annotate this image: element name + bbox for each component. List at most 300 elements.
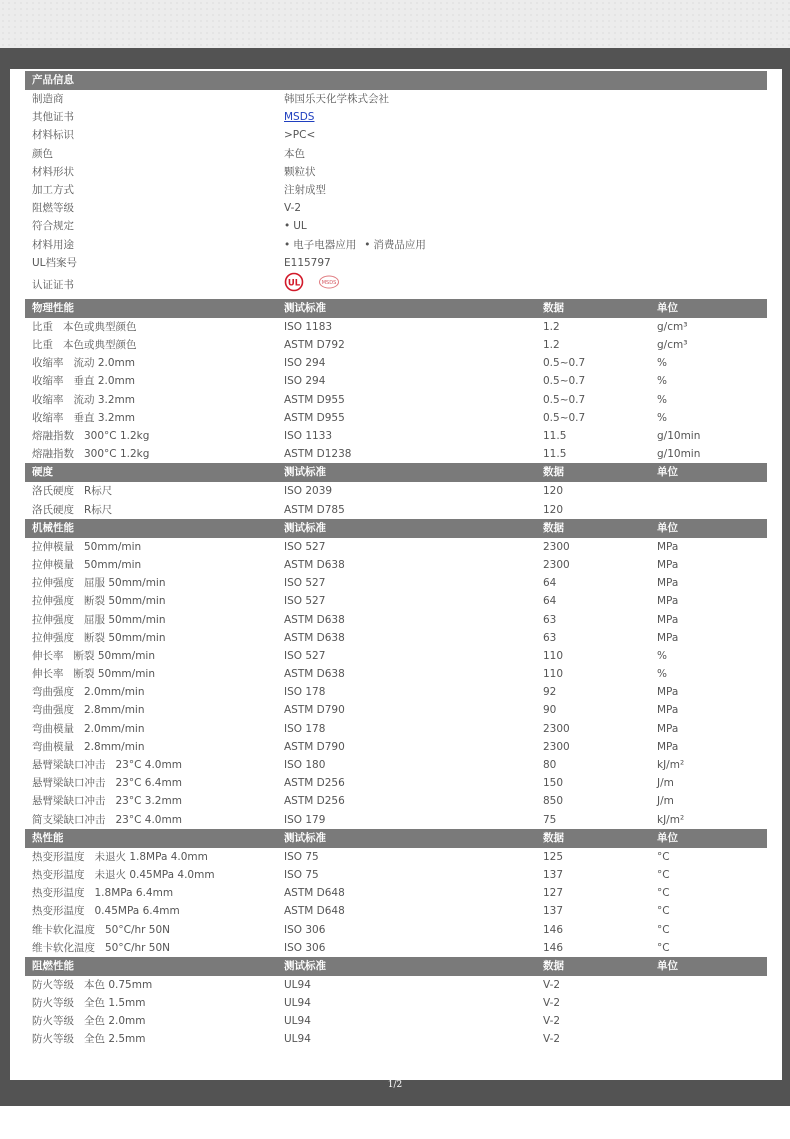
section-title: 阻燃性能 [32, 959, 74, 972]
property-cell [32, 756, 182, 774]
info-value: V-2 [284, 202, 302, 215]
unit: g/10min [657, 430, 701, 442]
property-cell [32, 318, 137, 336]
info-label: 材料用途 [32, 238, 74, 251]
property-condition: 断裂 50mm/min [73, 649, 155, 662]
unit: % [657, 357, 667, 370]
property-condition: 屈服 50mm/min [84, 613, 166, 626]
property-name: 维卡软化温度 [32, 923, 95, 936]
unit: MPa [657, 595, 679, 608]
table-row [25, 592, 767, 610]
property-section [25, 463, 767, 518]
column-header-standard: 测试标准 [284, 959, 326, 972]
property-condition: 23°C 6.4mm [115, 777, 182, 790]
section-title: 机械性能 [32, 521, 74, 534]
test-standard: ASTM D648 [284, 887, 345, 900]
test-standard: ISO 294 [284, 375, 326, 388]
unit: MPa [657, 613, 679, 626]
data-value: 64 [543, 577, 557, 590]
unit: % [657, 649, 667, 662]
data-value: 0.5~0.7 [543, 393, 586, 406]
info-row [25, 254, 767, 272]
table-row [25, 574, 767, 592]
section-title: 物理性能 [32, 301, 74, 314]
data-value: 2300 [543, 540, 570, 553]
section-header [25, 299, 767, 318]
unit: °C [657, 941, 670, 954]
table-row [25, 866, 767, 884]
unit: % [657, 393, 667, 406]
unit: % [657, 375, 667, 388]
table-row [25, 482, 767, 500]
property-section [25, 299, 767, 464]
property-condition: 300°C 1.2kg [84, 448, 150, 461]
table-row [25, 774, 767, 792]
info-value: 韩国乐天化学株式会社 [284, 93, 389, 105]
table-row [25, 701, 767, 719]
msds-link[interactable]: MSDS [284, 111, 315, 124]
unit: MPa [657, 558, 679, 571]
property-name: 热变形温度 [32, 887, 85, 900]
property-cell [32, 921, 170, 939]
test-standard: ASTM D955 [284, 411, 345, 424]
table-row [25, 409, 767, 427]
info-value: 颗粒状 [284, 165, 316, 178]
info-value [284, 108, 314, 126]
property-name: 悬臂梁缺口冲击 [32, 777, 106, 790]
data-value: 0.5~0.7 [543, 411, 586, 424]
property-cell [32, 482, 112, 500]
property-cell [32, 611, 166, 629]
property-name: 防火等级 [32, 1015, 74, 1028]
data-value: 0.5~0.7 [543, 375, 586, 388]
property-condition: 50°C/hr 50N [105, 941, 171, 954]
table-row [25, 884, 767, 902]
property-section [25, 829, 767, 957]
property-name: 简支梁缺口冲击 [32, 813, 106, 826]
test-standard: ASTM D792 [284, 339, 345, 352]
property-condition: 50mm/min [84, 540, 142, 553]
table-row [25, 756, 767, 774]
column-header-standard: 测试标准 [284, 831, 326, 844]
column-header-unit: 单位 [657, 959, 678, 972]
property-cell [32, 372, 135, 390]
property-condition: 流动 3.2mm [73, 393, 135, 406]
test-standard: ISO 527 [284, 595, 326, 608]
property-name: 悬臂梁缺口冲击 [32, 795, 106, 808]
bottom-background-band [0, 1106, 790, 1139]
unit: MPa [657, 631, 679, 644]
data-value: 2300 [543, 740, 570, 753]
property-name: 热变形温度 [32, 905, 85, 918]
table-row [25, 611, 767, 629]
column-header-unit: 单位 [657, 831, 678, 844]
svg-text:MSDS: MSDS [321, 280, 337, 287]
bullet-text: UL [293, 220, 307, 233]
unit: % [657, 411, 667, 424]
info-label: 其他证书 [32, 111, 74, 124]
test-standard: ISO 294 [284, 357, 326, 370]
property-name: 拉伸强度 [32, 595, 74, 608]
property-condition: 23°C 4.0mm [115, 813, 182, 826]
info-row [25, 163, 767, 181]
property-cell [32, 665, 155, 683]
table-row [25, 391, 767, 409]
table-row [25, 445, 767, 463]
property-condition: 23°C 3.2mm [115, 795, 182, 808]
table-row [25, 683, 767, 701]
property-section [25, 957, 767, 1049]
unit: J/m [657, 795, 674, 808]
unit: °C [657, 923, 670, 936]
property-name: 弯曲模量 [32, 722, 74, 735]
table-row [25, 921, 767, 939]
data-value: 2300 [543, 722, 570, 735]
test-standard: ASTM D256 [284, 795, 345, 808]
data-value: V-2 [543, 997, 561, 1010]
property-condition: R标尺 [84, 503, 113, 516]
test-standard: UL94 [284, 978, 311, 991]
table-row [25, 994, 767, 1012]
table-row [25, 1012, 767, 1030]
property-cell [32, 629, 166, 647]
test-standard: ISO 178 [284, 686, 326, 699]
table-row [25, 354, 767, 372]
data-value: 137 [543, 868, 564, 881]
unit: % [657, 668, 667, 681]
column-header-unit: 单位 [657, 466, 678, 479]
property-name: 拉伸模量 [32, 540, 74, 553]
section-title: 产品信息 [32, 74, 74, 86]
table-row [25, 538, 767, 556]
info-label: 制造商 [32, 93, 64, 105]
section-title: 硬度 [32, 466, 53, 479]
data-value: 146 [543, 941, 564, 954]
test-standard: ASTM D638 [284, 631, 345, 644]
test-standard: ISO 179 [284, 813, 326, 826]
property-condition: 23°C 4.0mm [115, 759, 182, 771]
info-label: UL档案号 [32, 256, 78, 269]
property-name: 防火等级 [32, 1033, 74, 1046]
info-label: 加工方式 [32, 183, 74, 196]
test-standard: ASTM D785 [284, 503, 345, 516]
bullet-item [284, 239, 356, 251]
property-name: 拉伸模量 [32, 558, 74, 571]
property-cell [32, 647, 155, 665]
unit: °C [657, 850, 670, 863]
property-condition: 未退火 1.8MPa 4.0mm [94, 850, 208, 863]
data-value: 92 [543, 686, 557, 699]
test-standard: UL94 [284, 1015, 311, 1028]
table-row [25, 372, 767, 390]
property-cell [32, 884, 173, 902]
test-standard: ISO 1133 [284, 430, 333, 442]
test-standard: ISO 178 [284, 722, 326, 735]
unit: g/cm³ [657, 320, 688, 333]
property-condition: 垂直 3.2mm [73, 411, 135, 424]
info-label: 符合规定 [32, 220, 74, 233]
test-standard: ISO 75 [284, 868, 319, 881]
column-header-unit: 单位 [657, 301, 678, 314]
data-value: 75 [543, 813, 557, 826]
column-header-data: 数据 [543, 959, 564, 972]
info-row [25, 181, 767, 199]
data-value: 127 [543, 887, 564, 900]
property-cell [32, 939, 170, 957]
column-header-standard: 测试标准 [284, 466, 326, 479]
table-row [25, 902, 767, 920]
unit: g/10min [657, 448, 701, 461]
data-value: 63 [543, 631, 557, 644]
table-row [25, 647, 767, 665]
property-cell [32, 391, 135, 409]
property-condition: 本色或典型颜色 [63, 339, 137, 352]
property-condition: 本色 0.75mm [84, 978, 153, 991]
section-header [25, 71, 767, 90]
data-value: 137 [543, 905, 564, 918]
msds-cert-icon[interactable] [318, 274, 340, 301]
info-bullet-list [284, 236, 426, 254]
property-condition: 2.8mm/min [84, 704, 145, 717]
test-standard: ASTM D638 [284, 558, 345, 571]
data-value: 1.2 [543, 339, 560, 352]
property-cell [32, 866, 215, 884]
bullet-item [284, 220, 307, 232]
property-cell [32, 354, 135, 372]
property-name: 收缩率 [32, 357, 64, 370]
table-row [25, 811, 767, 829]
bullet-dot-icon: • [284, 220, 291, 233]
page-number: 1/2 [387, 1080, 403, 1090]
property-condition: 1.8MPa 6.4mm [94, 887, 174, 900]
info-row [25, 108, 767, 126]
table-row [25, 1030, 767, 1048]
property-cell [32, 976, 152, 994]
property-name: 收缩率 [32, 393, 64, 406]
info-label: 材料形状 [32, 165, 74, 178]
column-header-data: 数据 [543, 521, 564, 534]
test-standard: ISO 75 [284, 850, 319, 863]
property-condition: 0.45MPa 6.4mm [94, 905, 180, 918]
info-bullet-list [284, 217, 307, 235]
unit: J/m [657, 777, 674, 790]
bullet-dot-icon: • [284, 238, 291, 251]
property-cell [32, 427, 149, 445]
info-label: 颜色 [32, 147, 53, 160]
info-label: 材料标识 [32, 129, 74, 142]
property-condition: 屈服 50mm/min [84, 577, 166, 590]
data-value: 2300 [543, 558, 570, 571]
property-name: 熔融指数 [32, 448, 74, 461]
property-name: 弯曲强度 [32, 686, 74, 699]
property-cell [32, 445, 149, 463]
data-value: 11.5 [543, 430, 567, 442]
table-row [25, 939, 767, 957]
info-value: 注射成型 [284, 183, 326, 196]
property-name: 伸长率 [32, 649, 64, 662]
section-title: 热性能 [32, 831, 64, 844]
property-cell [32, 1030, 146, 1048]
property-condition: 全色 2.5mm [84, 1033, 146, 1046]
unit: MPa [657, 540, 679, 553]
test-standard: ASTM D256 [284, 777, 345, 790]
test-standard: ASTM D648 [284, 905, 345, 918]
property-cell [32, 336, 137, 354]
test-standard: ISO 527 [284, 649, 326, 662]
property-condition: 50°C/hr 50N [105, 923, 171, 936]
property-condition: 未退火 0.45MPa 4.0mm [94, 868, 215, 881]
unit: g/cm³ [657, 339, 688, 352]
property-condition: 2.0mm/min [84, 722, 145, 735]
data-value: 63 [543, 613, 557, 626]
data-value: 80 [543, 759, 557, 771]
test-standard: ASTM D790 [284, 704, 345, 717]
property-condition: R标尺 [84, 485, 113, 498]
test-standard: ISO 306 [284, 923, 326, 936]
property-name: 热变形温度 [32, 868, 85, 881]
property-cell [32, 683, 145, 701]
info-row [25, 236, 767, 254]
property-name: 维卡软化温度 [32, 941, 95, 954]
property-name: 防火等级 [32, 997, 74, 1010]
property-condition: 50mm/min [84, 558, 142, 571]
property-cell [32, 774, 182, 792]
property-condition: 断裂 50mm/min [84, 631, 166, 644]
bullet-dot-icon: • [364, 238, 371, 251]
table-row [25, 848, 767, 866]
property-name: 悬臂梁缺口冲击 [32, 759, 106, 771]
column-header-standard: 测试标准 [284, 521, 326, 534]
info-label: 阻燃等级 [32, 202, 74, 215]
property-cell [32, 1012, 146, 1030]
table-row [25, 336, 767, 354]
property-cell [32, 792, 182, 810]
column-header-data: 数据 [543, 466, 564, 479]
data-value: 1.2 [543, 320, 560, 333]
section-header [25, 829, 767, 848]
property-cell [32, 994, 146, 1012]
property-name: 熔融指数 [32, 430, 74, 442]
data-value: 64 [543, 595, 557, 608]
info-row [25, 199, 767, 217]
column-header-unit: 单位 [657, 521, 678, 534]
property-cell [32, 720, 145, 738]
property-name: 弯曲强度 [32, 704, 74, 717]
table-row [25, 556, 767, 574]
test-standard: UL94 [284, 997, 311, 1010]
data-value: 0.5~0.7 [543, 357, 586, 370]
property-name: 伸长率 [32, 668, 64, 681]
property-cell [32, 701, 145, 719]
unit: °C [657, 868, 670, 881]
test-standard: ASTM D790 [284, 740, 345, 753]
unit: kJ/m² [657, 759, 685, 771]
data-value: 120 [543, 485, 564, 498]
data-value: V-2 [543, 1033, 561, 1046]
info-row [25, 272, 767, 299]
section-header [25, 519, 767, 538]
property-condition: 2.8mm/min [84, 740, 145, 753]
property-name: 洛氏硬度 [32, 485, 74, 498]
test-standard: ASTM D1238 [284, 448, 352, 461]
data-value: 150 [543, 777, 564, 790]
table-row [25, 792, 767, 810]
section-header [25, 957, 767, 976]
property-name: 比重 [32, 339, 53, 352]
test-standard: UL94 [284, 1033, 311, 1046]
property-condition: 流动 2.0mm [73, 357, 135, 370]
data-value: 11.5 [543, 448, 567, 461]
property-condition: 全色 1.5mm [84, 997, 146, 1010]
datasheet [25, 71, 767, 1049]
unit: MPa [657, 704, 679, 717]
property-name: 拉伸强度 [32, 631, 74, 644]
property-condition: 本色或典型颜色 [63, 320, 137, 333]
info-row [25, 126, 767, 144]
test-standard: ASTM D955 [284, 393, 345, 406]
property-name: 洛氏硬度 [32, 503, 74, 516]
unit: MPa [657, 577, 679, 590]
data-value: 110 [543, 649, 564, 662]
property-condition: 2.0mm/min [84, 686, 145, 699]
property-condition: 断裂 50mm/min [73, 668, 155, 681]
table-row [25, 501, 767, 519]
column-header-data: 数据 [543, 301, 564, 314]
property-name: 比重 [32, 320, 53, 333]
property-cell [32, 902, 180, 920]
info-label: 认证证书 [32, 278, 74, 291]
property-name: 防火等级 [32, 978, 74, 991]
table-row [25, 738, 767, 756]
property-name: 收缩率 [32, 411, 64, 424]
info-value: >PC< [284, 129, 316, 142]
unit: MPa [657, 722, 679, 735]
data-value: 125 [543, 850, 564, 863]
property-cell [32, 738, 145, 756]
property-cell [32, 556, 141, 574]
bullet-text: 电子电器应用 [293, 238, 357, 251]
property-cell [32, 592, 166, 610]
info-row [25, 145, 767, 163]
data-value: V-2 [543, 978, 561, 991]
data-value: 120 [543, 503, 564, 516]
test-standard: ASTM D638 [284, 613, 345, 626]
test-standard: ISO 1183 [284, 320, 333, 333]
property-name: 弯曲模量 [32, 740, 74, 753]
property-name: 拉伸强度 [32, 577, 74, 590]
property-cell [32, 501, 112, 519]
table-row [25, 318, 767, 336]
section-header [25, 463, 767, 482]
info-row [25, 90, 767, 108]
property-sections [25, 299, 767, 1049]
info-row [25, 217, 767, 235]
property-cell [32, 811, 182, 829]
test-standard: ISO 527 [284, 540, 326, 553]
property-name: 收缩率 [32, 375, 64, 388]
test-standard: ISO 306 [284, 941, 326, 954]
top-background-band [0, 0, 790, 48]
unit: MPa [657, 686, 679, 699]
data-value: 90 [543, 704, 557, 717]
column-header-standard: 测试标准 [284, 301, 326, 314]
property-condition: 断裂 50mm/min [84, 595, 166, 608]
data-value: 110 [543, 668, 564, 681]
data-value: 146 [543, 923, 564, 936]
property-cell [32, 409, 135, 427]
property-cell [32, 848, 208, 866]
product-info-rows [25, 90, 767, 299]
